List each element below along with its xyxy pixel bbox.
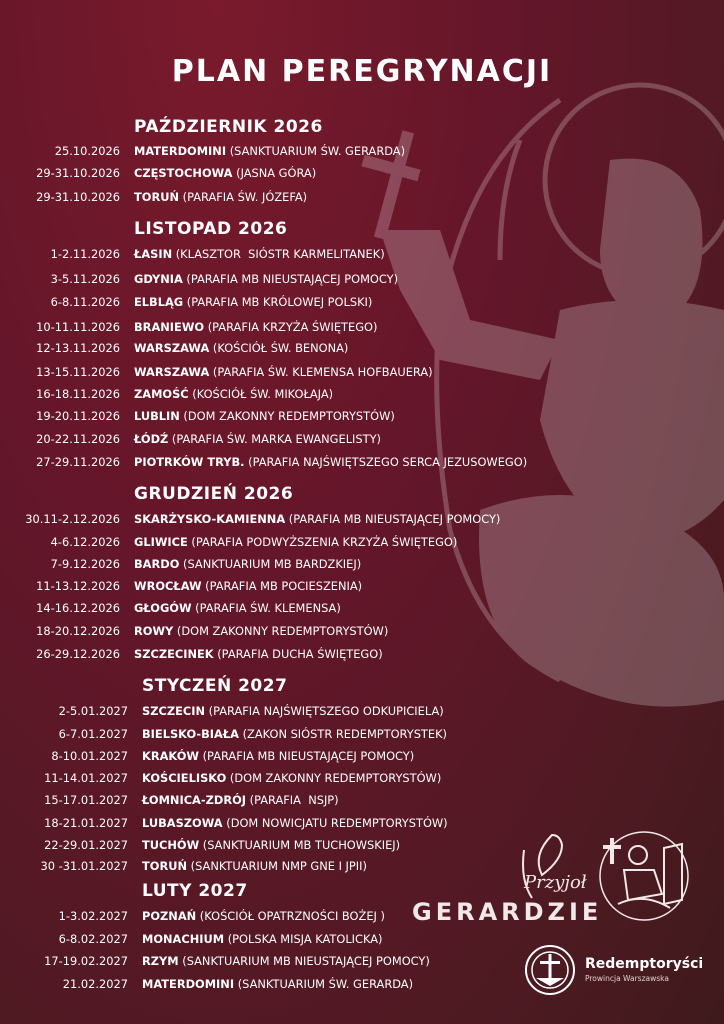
event-venue: (PARAFIA ŚW. KLEMENSA HOFBAUERA) [209,365,433,379]
event-place [134,340,348,356]
event-place [142,837,400,853]
event-city: MATERDOMINI [134,144,227,158]
event-venue: (POLSKA MISJA KATOLICKA) [224,932,383,946]
event-venue: (SANKTUARIUM MB BARDZKIEJ) [179,557,362,571]
redemptorists-emblem [524,944,576,996]
event-date: 27-29.11.2026 [36,455,120,469]
event-date: 6-8.11.2026 [50,295,120,309]
event-venue: (SANKTUARIUM ŚW. GERARDA) [234,977,414,991]
event-date: 6-8.02.2027 [58,932,128,946]
event-venue: (KOŚCIÓŁ ŚW. MIKOŁAJA) [188,387,334,401]
event-date: 1-2.11.2026 [50,247,120,261]
event-venue: (PARAFIA PODWYŻSZENIA KRZYŻA ŚWIĘTEGO) [187,535,458,549]
event-place [134,189,307,205]
event-place [142,792,339,808]
event-city: WROCŁAW [134,579,202,593]
event-city: TUCHÓW [142,838,200,852]
event-city: BRANIEWO [134,320,205,334]
event-city: KRAKÓW [142,749,199,763]
event-date: 3-5.11.2026 [50,272,120,286]
event-date: 2-5.01.2027 [58,704,128,718]
event-venue: (KOŚCIÓŁ OPATRZNOŚCI BOŻEJ ) [196,909,385,923]
event-city: SKARŻYSKO-KAMIENNA [134,512,286,526]
event-venue: (PARAFIA ŚW. JÓZEFA) [179,190,308,204]
event-date: 16-18.11.2026 [36,387,120,401]
event-place [134,600,341,616]
month-heading: LUTY 2027 [142,881,248,901]
event-date: 18-21.01.2027 [44,816,128,830]
event-date: 18-20.12.2026 [36,624,120,638]
event-date: 8-10.01.2027 [51,749,128,763]
event-city: GDYNIA [134,272,183,286]
event-place [134,364,433,380]
event-city: WARSZAWA [134,365,210,379]
event-city: MATERDOMINI [142,977,235,991]
event-date: 26-29.12.2026 [36,647,120,661]
event-date: 29-31.10.2026 [36,166,120,180]
event-date: 11-13.12.2026 [36,579,120,593]
event-venue: (SANKTUARIUM MB NIEUSTAJĄCEJ POMOCY) [178,954,430,968]
event-place [142,726,447,742]
event-place [134,534,457,550]
month-heading: LISTOPAD 2026 [134,219,288,239]
event-city: PIOTRKÓW TRYB. [134,455,245,469]
event-date: 17-19.02.2027 [44,954,128,968]
event-date: 10-11.11.2026 [36,320,120,334]
event-city: ELBLĄG [134,295,184,309]
event-city: ZAMOŚĆ [134,387,189,401]
event-city: LUBLIN [134,409,180,423]
event-venue: (PARAFIA NAJŚWIĘTSZEGO ODKUPICIELA) [205,704,444,718]
month-heading: PAŹDZIERNIK 2026 [134,117,323,137]
event-place [142,908,385,924]
redemptorists-name: Redemptoryści [585,956,704,972]
event-venue: (DOM ZAKONNY REDEMPTORYSTÓW) [179,409,395,423]
event-venue: (KLASZTOR SIÓSTR KARMELITANEK) [172,247,385,261]
event-city: RZYM [142,954,179,968]
event-venue: (PARAFIA ŚW. KLEMENSA) [191,601,341,615]
event-venue: (KOŚCIÓŁ ŚW. BENONA) [209,341,349,355]
event-date: 6-7.01.2027 [58,727,128,741]
event-venue: (JASNA GÓRA) [232,166,317,180]
event-date: 20-22.11.2026 [36,432,120,446]
event-venue: (DOM ZAKONNY REDEMPTORYSTÓW) [173,624,389,638]
event-venue: (SANKTUARIUM NMP GNE I JPII) [187,859,367,873]
gerardzie-text: GERARDZIE [412,898,603,926]
page-title: PLAN PEREGRYNACJI [171,54,553,89]
event-date: 11-14.01.2027 [44,771,128,785]
event-place [142,858,367,874]
event-city: CZĘSTOCHOWA [134,166,233,180]
event-date: 14-16.12.2026 [36,601,120,615]
event-venue: (DOM NOWICJATU REDEMPTORYSTÓW) [222,816,448,830]
event-city: ŁÓDŹ [134,432,169,446]
event-venue: (PARAFIA MB NIEUSTAJĄCEJ POMOCY) [182,272,399,286]
event-city: ROWY [134,624,174,638]
event-venue: (SANKTUARIUM MB TUCHOWSKIEJ) [199,838,401,852]
event-place [142,748,414,764]
event-place [134,454,527,470]
redemptorists-province: Prowincja Warszawska [585,974,669,983]
event-venue: (PARAFIA DUCHA ŚWIĘTEGO) [213,647,383,661]
event-place [134,408,395,424]
event-venue: (PARAFIA MB NIEUSTAJĄCEJ POMOCY) [198,749,415,763]
event-city: BIELSKO-BIAŁA [142,727,239,741]
event-place [142,703,444,719]
event-date: 22-29.01.2027 [44,838,128,852]
event-venue: (DOM ZAKONNY REDEMPTORYSTÓW) [226,771,442,785]
event-place [134,578,362,594]
event-date: 30.11-2.12.2026 [25,512,120,526]
event-venue: (PARAFIA NAJŚWIĘTSZEGO SERCA JEZUSOWEGO) [244,455,528,469]
event-place [134,511,500,527]
event-date: 21.02.2027 [62,977,128,991]
event-place [134,165,316,181]
event-city: ŁASIN [134,247,173,261]
event-city: GŁOGÓW [134,601,192,615]
event-city: MONACHIUM [142,932,225,946]
event-place [134,319,377,335]
event-city: SZCZECIN [142,704,205,718]
event-date: 25.10.2026 [54,144,120,158]
event-venue: (PARAFIA ŚW. MARKA EWANGELISTY) [168,432,381,446]
event-place [134,431,381,447]
event-city: ŁOMNICA-ZDRÓJ [142,793,247,807]
event-place [134,271,398,287]
event-place [134,646,383,662]
event-date: 19-20.11.2026 [36,409,120,423]
event-venue: (PARAFIA NSJP) [246,793,339,807]
event-city: LUBASZOWA [142,816,223,830]
event-date: 1-3.02.2027 [58,909,128,923]
event-date: 4-6.12.2026 [50,535,120,549]
event-date: 12-13.11.2026 [36,341,120,355]
event-city: BARDO [134,557,180,571]
event-venue: (PARAFIA MB NIEUSTAJĄCEJ POMOCY) [285,512,501,526]
event-date: 7-9.12.2026 [50,557,120,571]
event-place [134,386,333,402]
event-date: 15-17.01.2027 [44,793,128,807]
event-city: TORUŃ [142,859,188,873]
event-place [142,770,441,786]
event-place [142,931,383,947]
event-city: SZCZECINEK [134,647,214,661]
event-city: KOŚCIELISKO [142,771,227,785]
event-place [134,556,361,572]
saint-figure-background [0,80,724,780]
month-heading: GRUDZIEŃ 2026 [134,484,294,504]
event-place [134,143,405,159]
event-date: 13-15.11.2026 [36,365,120,379]
event-place [134,294,372,310]
logo-script-text: Przyjoł [524,872,587,893]
event-city: POZNAŃ [142,909,197,923]
event-venue: (ZAKON SIÓSTR REDEMPTORYSTEK) [238,727,448,741]
event-venue: (PARAFIA KRZYŻA ŚWIĘTEGO) [204,320,378,334]
event-date: 29-31.10.2026 [36,190,120,204]
month-heading: STYCZEŃ 2027 [142,676,288,696]
saint-badge-logo [598,830,690,922]
event-city: GLIWICE [134,535,188,549]
event-place [134,246,385,262]
event-place [134,623,388,639]
event-venue: (PARAFIA MB KRÓLOWEJ POLSKI) [183,295,373,309]
event-place [142,953,430,969]
event-venue: (SANKTUARIUM ŚW. GERARDA) [226,144,406,158]
event-city: WARSZAWA [134,341,210,355]
event-city: TORUŃ [134,190,180,204]
event-place [142,815,448,831]
event-venue: (PARAFIA MB POCIESZENIA) [201,579,363,593]
event-date: 30 -31.01.2027 [40,859,128,873]
event-place [142,976,413,992]
